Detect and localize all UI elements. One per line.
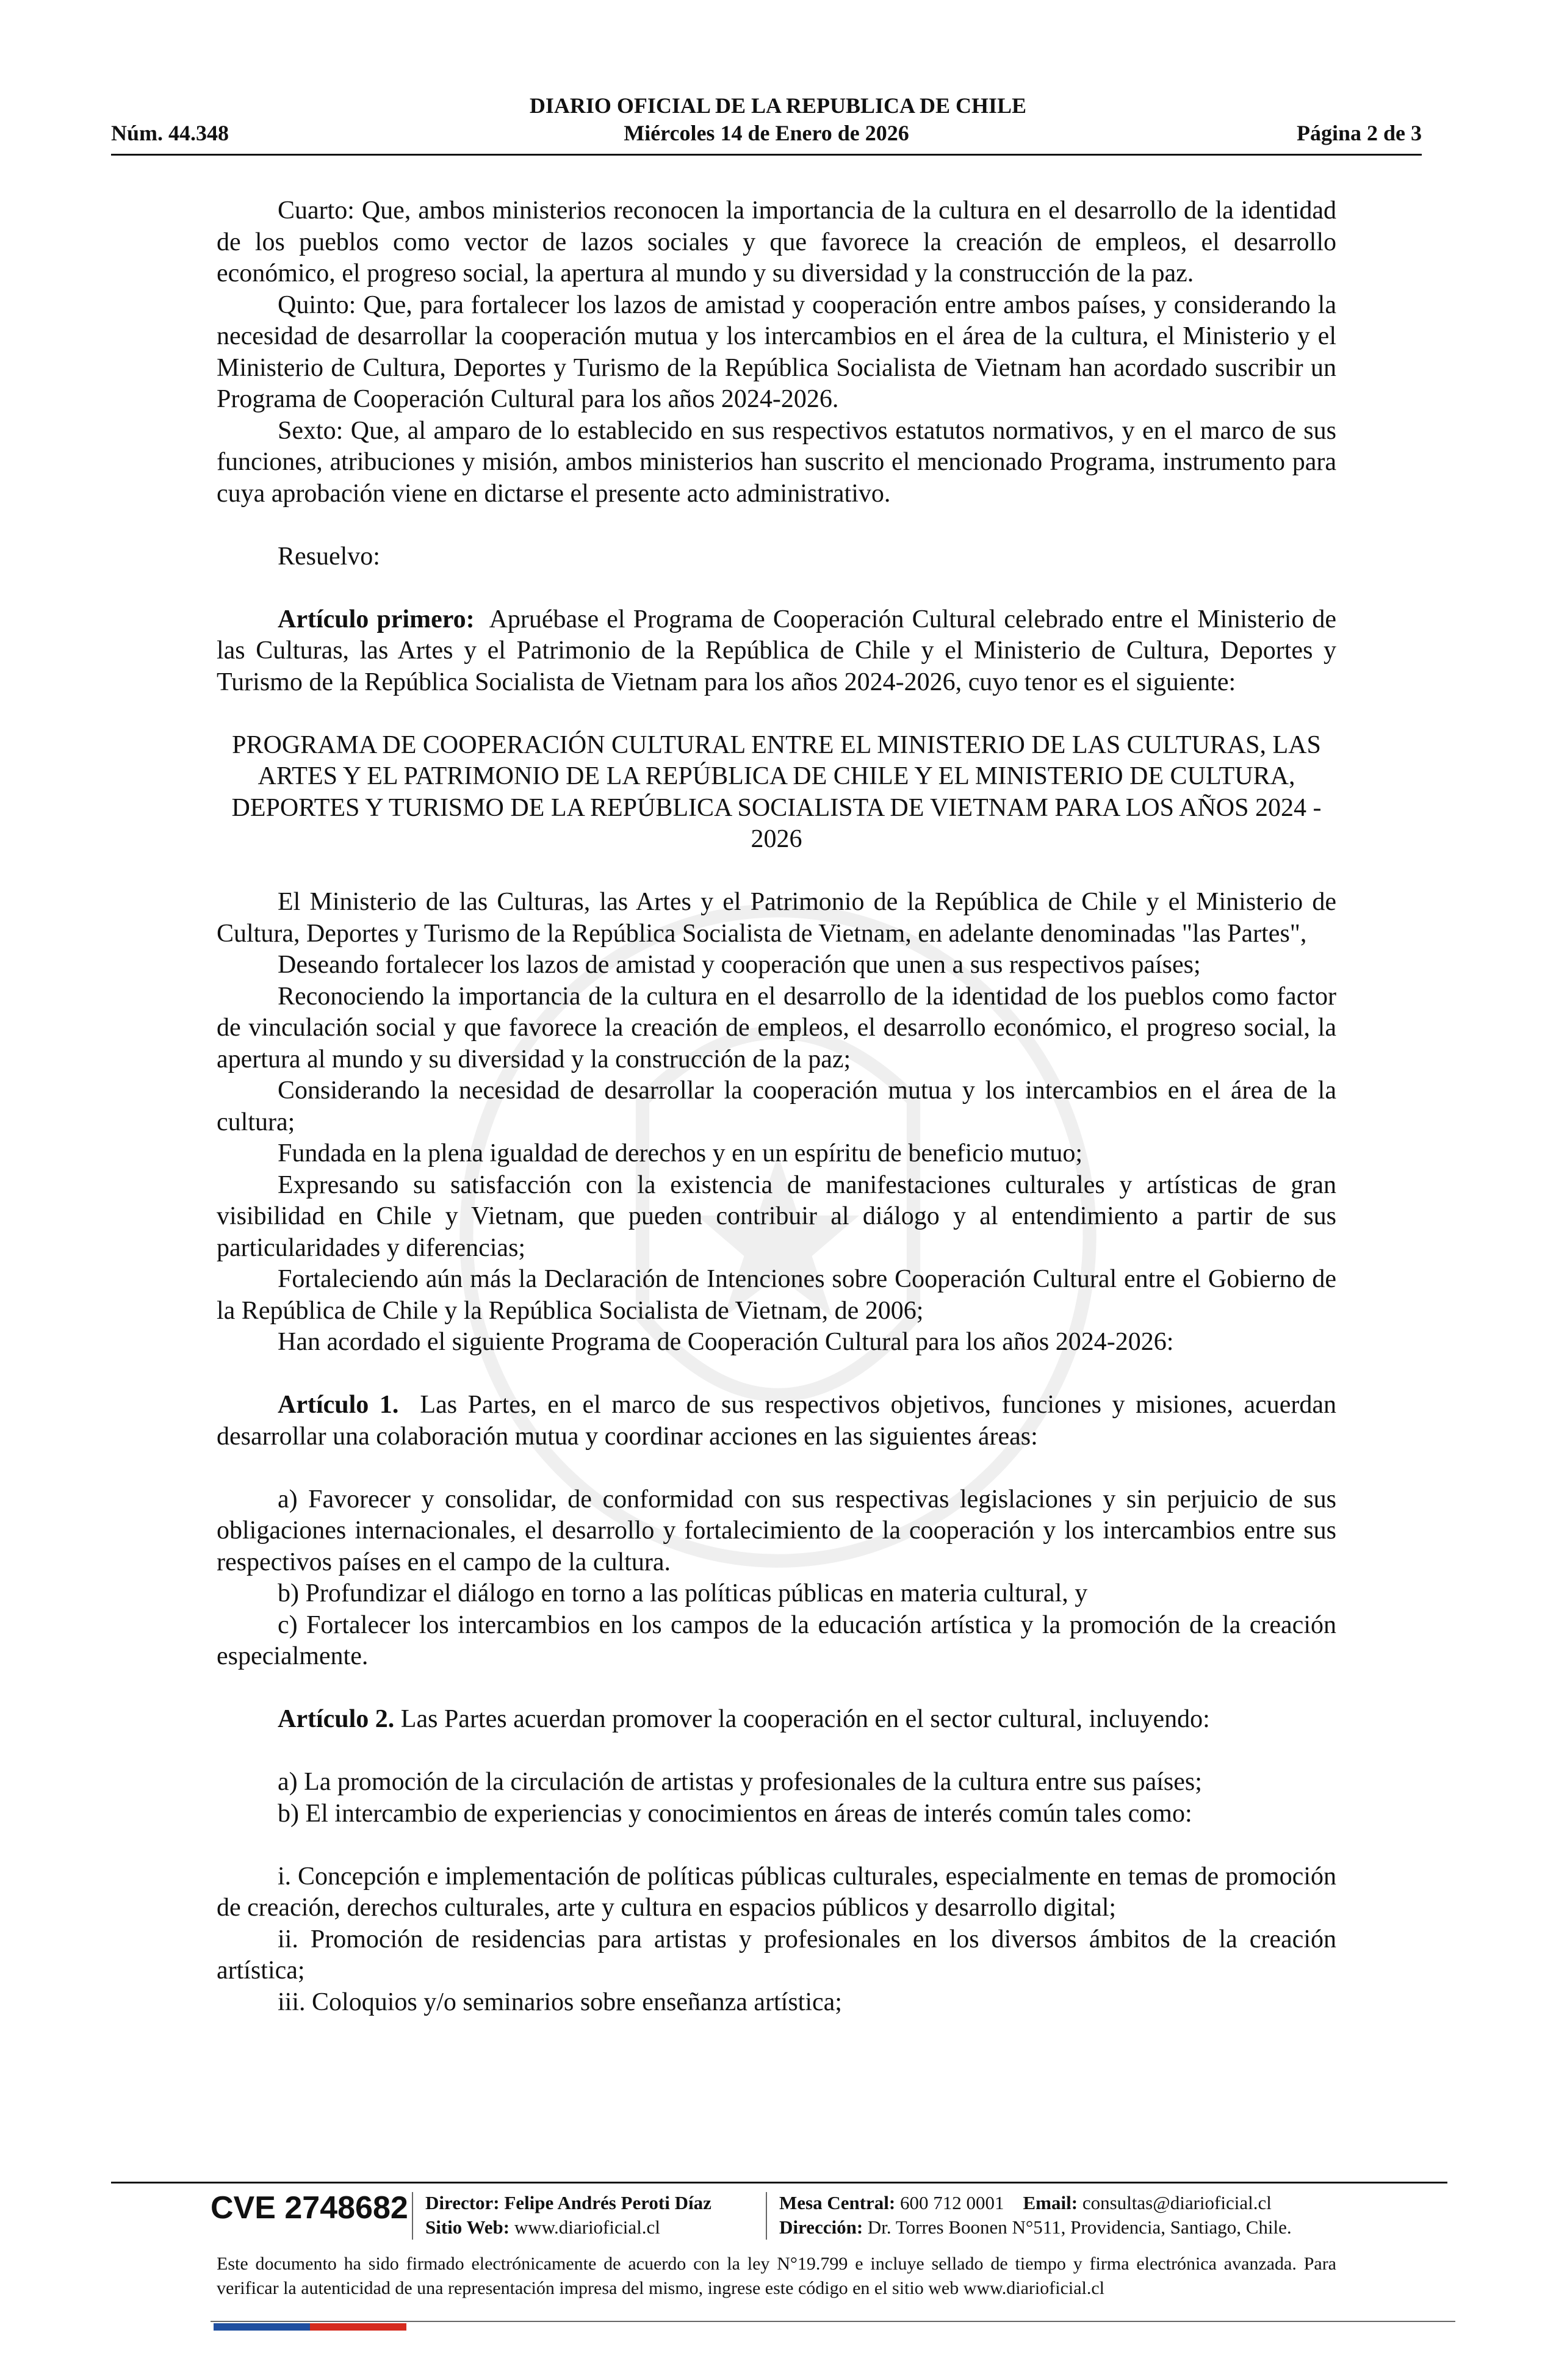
articulo-2-text: Las Partes acuerdan promover la cooperación en el sector cultural, incluyendo: — [400, 1705, 1210, 1733]
paragraph-cuarto: Cuarto: Que, ambos ministerios reconocen la importancia de la cultura en el desarrollo de la identidad de los pueblos como vector de lazos sociales y que favorece la creación de empleos, el desarrollo económico, el progreso social, la apertura al mundo y su diversidad y la construcción de la paz. — [217, 197, 1336, 287]
preamble-considerando: Considerando la necesidad de desarrollar la cooperación mutua y los intercambios en el área de la cultura; — [217, 1076, 1336, 1136]
articulo-1 — [217, 1390, 1336, 1452]
preamble-expresando: Expresando su satisfacción con la existencia de manifestaciones culturales y artísticas de gran visibilidad en Chile y Vietnam, que pueden contribuir al diálogo y al entendimiento a partir de sus particularidades y diferencias; — [217, 1170, 1336, 1262]
contact-block — [779, 2191, 1292, 2240]
preamble-parties: El Ministerio de las Culturas, las Artes y el Patrimonio de la República de Chile y el Ministerio de Cultura, Deportes y Turismo de la República Socialista de Vietnam, en adelante denominadas "las Partes", — [217, 888, 1336, 948]
mesa-phone: 600 712 0001 — [900, 2192, 1004, 2213]
articulo-2 — [217, 1704, 1336, 1736]
articulo-1-text: Las Partes, en el marco de sus respectivos objetivos, funciones y misiones, acuerdan desarrollar una colaboración mutua y coordinar acciones en las siguientes áreas: — [217, 1391, 1336, 1451]
journal-title: DIARIO OFICIAL DE LA REPUBLICA DE CHILE — [529, 93, 1027, 118]
director-name: Felipe Andrés Peroti Díaz — [504, 2192, 711, 2213]
document-body — [217, 195, 1336, 2018]
art2-item-a: a) La promoción de la circulación de artistas y profesionales de la cultura entre sus países; — [278, 1768, 1202, 1796]
art2-subitem-ii: ii. Promoción de residencias para artistas y profesionales en los diversos ámbitos de la creación artística; — [217, 1925, 1336, 1985]
issue-number: Núm. 44.348 — [111, 121, 229, 145]
resuelvo: Resuelvo: — [278, 542, 380, 571]
preamble-deseando: Deseando fortalecer los lazos de amistad y cooperación que unen a sus respectivos países; — [278, 951, 1201, 979]
address-label: Dirección: — [779, 2216, 863, 2238]
director-block — [425, 2191, 711, 2240]
page-number: Página 2 de 3 — [1296, 121, 1422, 145]
director-label: Director: — [425, 2192, 500, 2213]
articulo-primero — [217, 604, 1336, 699]
preamble-reconociendo: Reconociendo la importancia de la cultura en el desarrollo de la identidad de los pueblos como factor de vinculación social y que favorece la creación de empleos, el desarrollo económico, el progreso social, la apertura al mundo y su diversidad y la construcción de la paz; — [217, 982, 1336, 1073]
art1-item-a: a) Favorecer y consolidar, de conformidad con sus respectivas legislaciones y sin perjuicio de sus obligaciones internacionales, el desarrollo y fortalecimiento de la cooperación y los intercambios entre sus respectivos países en el campo de la cultura. — [217, 1485, 1336, 1576]
issue-date: Miércoles 14 de Enero de 2026 — [624, 121, 909, 145]
preamble-han-acordado: Han acordado el siguiente Programa de Cooperación Cultural para los años 2024-2026: — [278, 1328, 1174, 1356]
header-rule — [111, 154, 1422, 156]
flag-stripe-blue — [214, 2323, 310, 2331]
articulo-1-label: Artículo 1. — [278, 1391, 399, 1419]
articulo-primero-label: Artículo primero: — [278, 605, 475, 633]
art2-item-b: b) El intercambio de experiencias y conocimientos en áreas de interés común tales como: — [278, 1799, 1192, 1828]
art2-subitem-iii: iii. Coloquios y/o seminarios sobre enseñanza artística; — [278, 1988, 842, 2016]
preamble-fortaleciendo: Fortaleciendo aún más la Declaración de Intenciones sobre Cooperación Cultural entre el Gobierno de la República de Chile y la República Socialista de Vietnam, de 2006; — [217, 1265, 1336, 1325]
mesa-label: Mesa Central: — [779, 2192, 896, 2213]
footer-divider — [412, 2192, 413, 2240]
art2-subitem-i: i. Concepción e implementación de políticas públicas culturales, especialmente en temas de promoción de creación, derechos culturales, arte y cultura en espacios públicos y desarrollo digital; — [217, 1862, 1336, 1922]
paragraph-quinto: Quinto: Que, para fortalecer los lazos de amistad y cooperación entre ambos países, y considerando la necesidad de desarrollar la cooperación mutua y los intercambios en el área de la cultura, el Ministerio y el Ministerio de Cultura, Deportes y Turismo de la República Socialista de Vietnam han acordado suscribir un Programa de Cooperación Cultural para los años 2024-2026. — [217, 290, 1336, 413]
flag-stripe-red — [310, 2323, 406, 2331]
signature-note: Este documento ha sido firmado electrónicamente de acuerdo con la ley N°19.799 e incluye sellado de tiempo y firma electrónica avanzada. Para verificar la autenticidad de una representación impresa del mismo, ingrese este código en el sitio web www.diarioficial.cl — [217, 2254, 1336, 2298]
address-text: Dr. Torres Boonen N°511, Providencia, Santiago, Chile. — [867, 2216, 1292, 2238]
art1-item-c: c) Fortalecer los intercambios en los campos de la educación artística y la promoción de la creación especialmente. — [217, 1610, 1336, 1670]
site-label: Sitio Web: — [425, 2216, 510, 2238]
program-title: PROGRAMA DE COOPERACIÓN CULTURAL ENTRE EL MINISTERIO DE LAS CULTURAS, LAS ARTES Y EL PATRIMONIO DE LA REPÚBLICA DE CHILE Y EL MINISTERIO DE CULTURA, DEPORTES Y TURISMO DE LA REPÚBLICA SOCIALISTA DE VIETNAM PARA LOS AÑOS 2024 - 2026 — [231, 730, 1322, 853]
site-link[interactable]: www.diarioficial.cl — [514, 2216, 660, 2238]
paragraph-sexto: Sexto: Que, al amparo de lo establecido en sus respectivos estatutos normativos, y en el marco de sus funciones, atribuciones y misión, ambos ministerios han suscrito el mencionado Programa, instrumento para cuya aprobación viene en dictarse el presente acto administrativo. — [217, 416, 1336, 508]
footer-rule — [111, 2182, 1447, 2183]
art1-item-b: b) Profundizar el diálogo en torno a las políticas públicas en materia cultural, y — [278, 1579, 1088, 1607]
email-link[interactable]: consultas@diarioficial.cl — [1082, 2192, 1272, 2213]
articulo-primero-text: Apruébase el Programa de Cooperación Cultural celebrado entre el Ministerio de las Culturas, las Artes y el Patrimonio de la República de Chile y el Ministerio de Cultura, Deportes y Turismo de la República Socialista de Vietnam para los años 2024-2026, cuyo tenor es el siguiente: — [217, 605, 1337, 696]
header-row — [111, 120, 1422, 146]
email-label: Email: — [1023, 2192, 1078, 2213]
cve-code: CVE 2748682 — [211, 2190, 408, 2226]
footer-bottom-rule — [211, 2321, 1455, 2322]
articulo-2-label: Artículo 2. — [278, 1705, 395, 1733]
preamble-fundada: Fundada en la plena igualdad de derechos y en un espíritu de beneficio mutuo; — [278, 1139, 1083, 1167]
footer-divider — [766, 2192, 767, 2240]
